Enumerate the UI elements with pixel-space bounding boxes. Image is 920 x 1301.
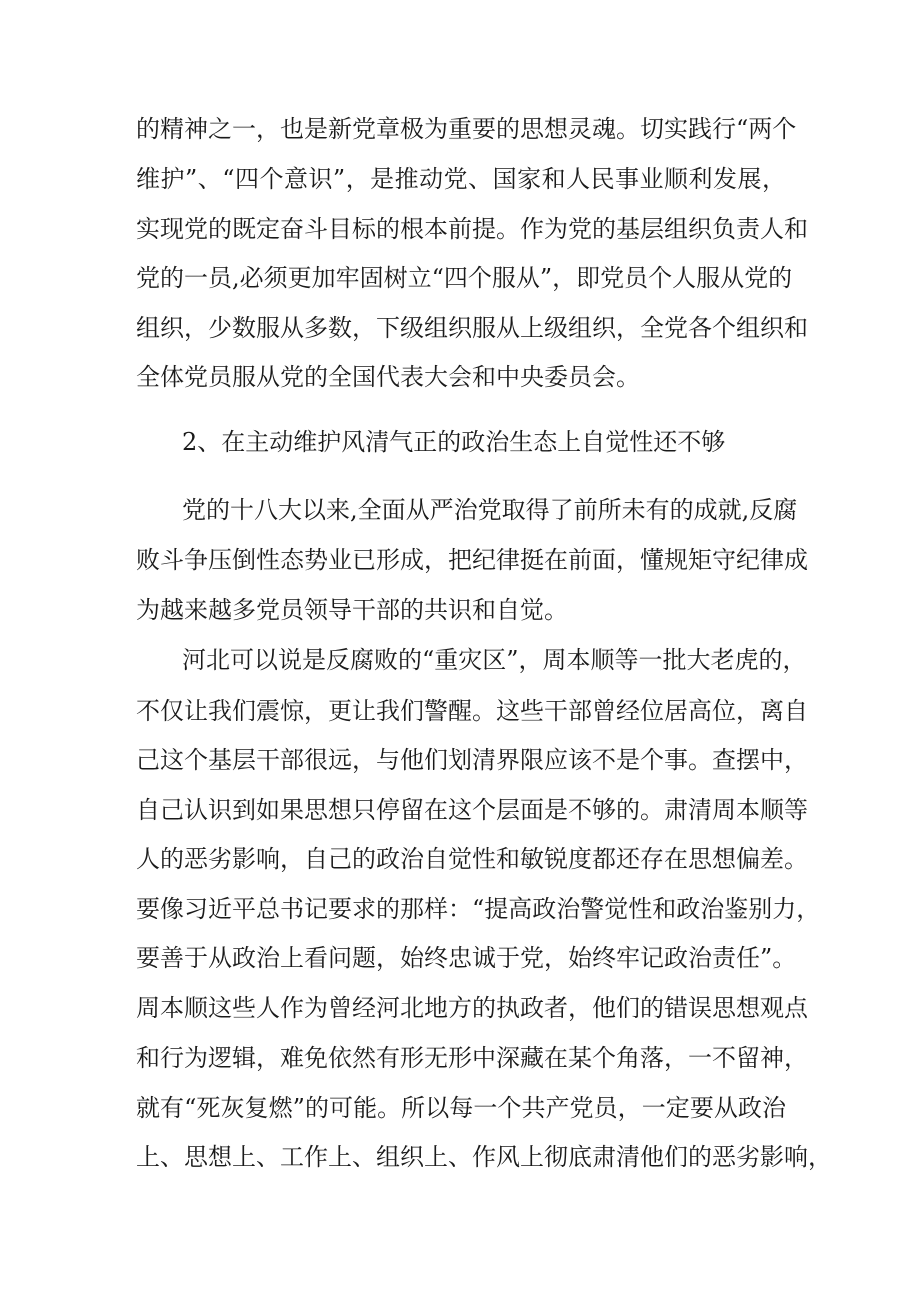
text-line: 实现党的既定奋斗目标的根本前提。作为党的基层组织负责人和 bbox=[136, 215, 808, 243]
text-line: 党的十八大以来,全面从严治党取得了前所未有的成就,反腐 bbox=[182, 496, 798, 524]
text-line: 己这个基层干部很远，与他们划清界限应该不是个事。查摆中， bbox=[136, 746, 808, 774]
text-line: 组织，少数服从多数，下级组织服从上级组织，全党各个组织和 bbox=[136, 314, 808, 342]
text-line: 败斗争压倒性态势业已形成，把纪律挺在前面，懂规矩守纪律成 bbox=[136, 546, 808, 574]
text-line: 要善于从政治上看问题，始终忠诚于党，始终牢记政治责任”。 bbox=[136, 944, 797, 972]
text-line: 不仅让我们震惊，更让我们警醒。这些干部曾经位居高位，离自 bbox=[136, 697, 808, 725]
section-heading: 2、在主动维护风清气正的政治生态上自觉性还不够 bbox=[182, 428, 726, 456]
text-line: 要像习近平总书记要求的那样：“提高政治警觉性和政治鉴别力， bbox=[136, 895, 821, 923]
text-line: 人的恶劣影响，自己的政治自觉性和敏锐度都还存在思想偏差。 bbox=[136, 845, 808, 873]
text-line: 的精神之一，也是新党章极为重要的思想灵魂。切实践行“两个 bbox=[136, 115, 797, 143]
text-line: 河北可以说是反腐败的“重灾区”，周本顺等一批大老虎的， bbox=[182, 646, 807, 674]
text-line: 就有“死灰复燃”的可能。所以每一个共产党员，一定要从政治 bbox=[136, 1094, 786, 1122]
text-line: 上、思想上、工作上、组织上、作风上彻底肃清他们的恶劣影响， bbox=[136, 1143, 832, 1171]
text-line: 周本顺这些人作为曾经河北地方的执政者，他们的错误思想观点 bbox=[136, 994, 808, 1022]
text-line: 自己认识到如果思想只停留在这个层面是不够的。肃清周本顺等 bbox=[136, 796, 808, 824]
text-line: 维护”、“四个意识”，是推动党、国家和人民事业顺利发展， bbox=[136, 165, 786, 193]
text-line: 为越来越多党员领导干部的共识和自觉。 bbox=[136, 596, 568, 624]
text-line: 和行为逻辑，难免依然有形无形中深藏在某个角落，一不留神， bbox=[136, 1044, 808, 1072]
text-line: 全体党员服从党的全国代表大会和中央委员会。 bbox=[136, 363, 640, 391]
text-line: 党的一员,必须更加牢固树立“四个服从”，即党员个人服从党的 bbox=[136, 264, 793, 292]
